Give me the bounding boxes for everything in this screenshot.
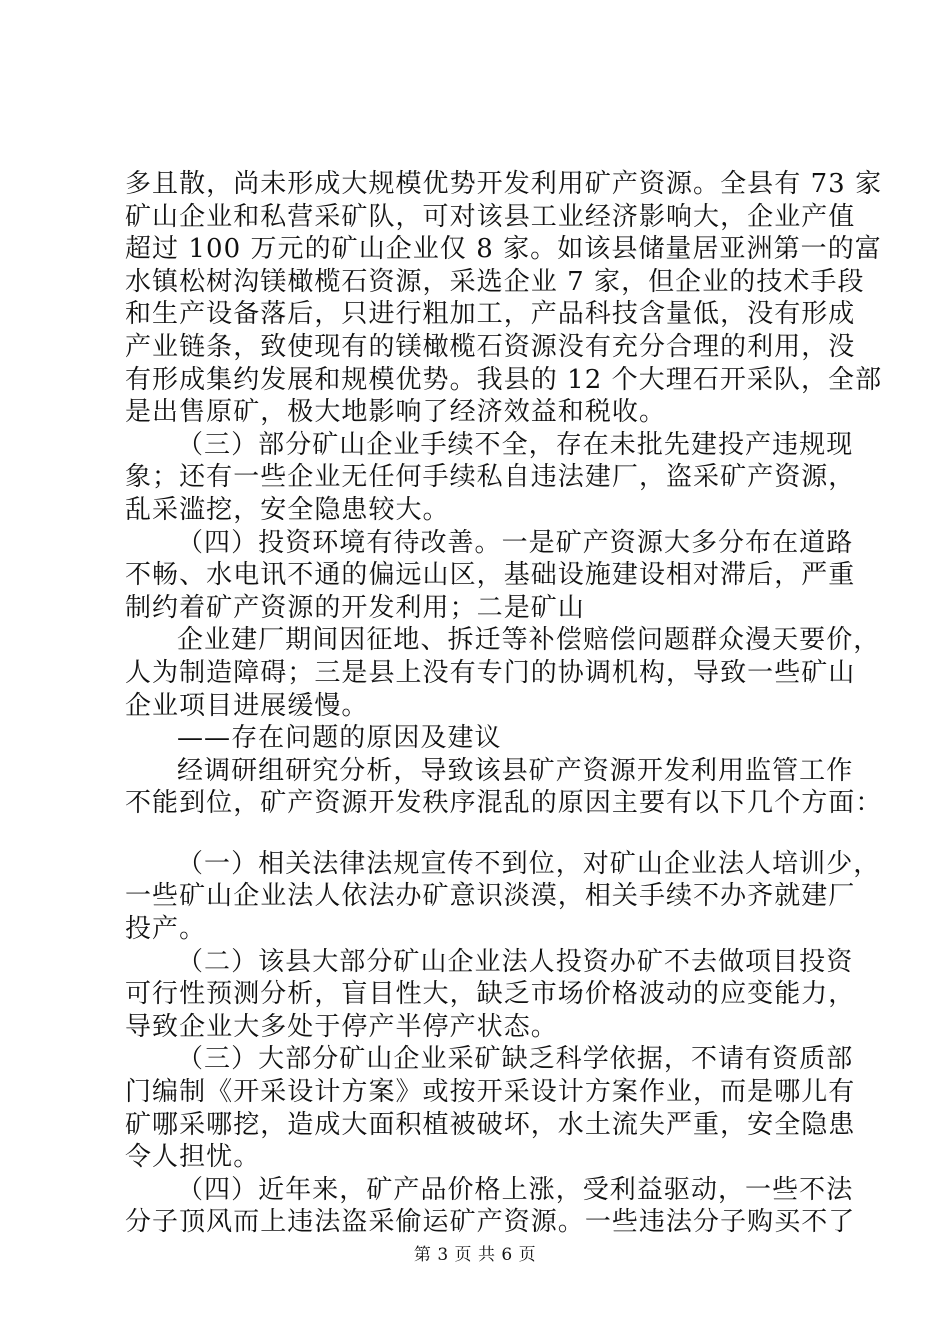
text-line: （三）大部分矿山企业采矿缺乏科学依据，不请有资质部 — [177, 1044, 854, 1075]
page-footer: 第 3 页 共 6 页 — [413, 1245, 537, 1265]
text-line: 制约着矿产资源的开发利用；二是矿山 — [125, 592, 585, 623]
text-line: （三）部分矿山企业手续不全，存在未批先建投产违规现 — [177, 429, 854, 460]
text-line: 有形成集约发展和规模优势。我县的 12 个大理石开采队，全部 — [125, 364, 883, 395]
text-line: 一些矿山企业法人依法办矿意识淡漠，相关手续不办齐就建厂 — [125, 881, 856, 912]
text-line: 超过 100 万元的矿山企业仅 8 家。如该县储量居亚洲第一的富 — [125, 234, 882, 265]
text-line: 和生产设备落后，只进行粗加工，产品科技含量低，没有形成 — [125, 299, 856, 330]
text-line: 产业链条，致使现有的镁橄榄石资源没有充分合理的利用，没 — [125, 331, 856, 362]
text-line: 不能到位，矿产资源开发秩序混乱的原因主要有以下几个方面： — [125, 788, 883, 819]
text-line: 不畅、水电讯不通的偏远山区，基础设施建设相对滞后，严重 — [125, 560, 856, 591]
text-line: 经调研组研究分析，导致该县矿产资源开发利用监管工作 — [177, 755, 854, 786]
text-line: （一）相关法律法规宣传不到位，对矿山企业法人培训少， — [177, 848, 881, 879]
text-line: （四）投资环境有待改善。一是矿产资源大多分布在道路 — [177, 527, 854, 558]
text-line: 门编制《开采设计方案》或按开采设计方案作业，而是哪儿有 — [125, 1077, 856, 1108]
text-line: 可行性预测分析，盲目性大，缺乏市场价格波动的应变能力， — [125, 979, 856, 1010]
text-line: 企业项目进展缓慢。 — [125, 690, 369, 721]
text-line: 企业建厂期间因征地、拆迁等补偿赔偿问题群众漫天要价， — [177, 625, 881, 656]
text-line: 水镇松树沟镁橄榄石资源，采选企业 7 家，但企业的技术手段 — [125, 266, 865, 297]
text-line: 令人担忧。 — [125, 1142, 261, 1173]
text-line: 矿哪采哪挖，造成大面积植被破坏，水土流失严重，安全隐患 — [125, 1109, 856, 1140]
text-line: 矿山企业和私营采矿队，可对该县工业经济影响大，企业产值 — [125, 201, 856, 232]
paragraph-gap — [125, 820, 825, 848]
text-line: （四）近年来，矿产品价格上涨，受利益驱动，一些不法 — [177, 1174, 854, 1205]
text-line: （二）该县大部分矿山企业法人投资办矿不去做项目投资 — [177, 946, 854, 977]
text-line: 投产。 — [125, 914, 207, 945]
text-line: ——存在问题的原因及建议 — [177, 723, 502, 754]
text-line: 乱采滥挖，安全隐患较大。 — [125, 494, 450, 525]
text-line: 分子顶风而上违法盗采偷运矿产资源。一些违法分子购买不了 — [125, 1207, 856, 1238]
text-line: 人为制造障碍；三是县上没有专门的协调机构，导致一些矿山 — [125, 657, 856, 688]
text-line: 导致企业大多处于停产半停产状态。 — [125, 1011, 558, 1042]
text-line: 象；还有一些企业无任何手续私自违法建厂，盗采矿产资源， — [125, 462, 856, 493]
text-line: 是出售原矿，极大地影响了经济效益和税收。 — [125, 397, 667, 428]
document-body — [125, 168, 883, 1239]
text-line: 多且散，尚未形成大规模优势开发利用矿产资源。全县有 73 家 — [125, 169, 883, 199]
